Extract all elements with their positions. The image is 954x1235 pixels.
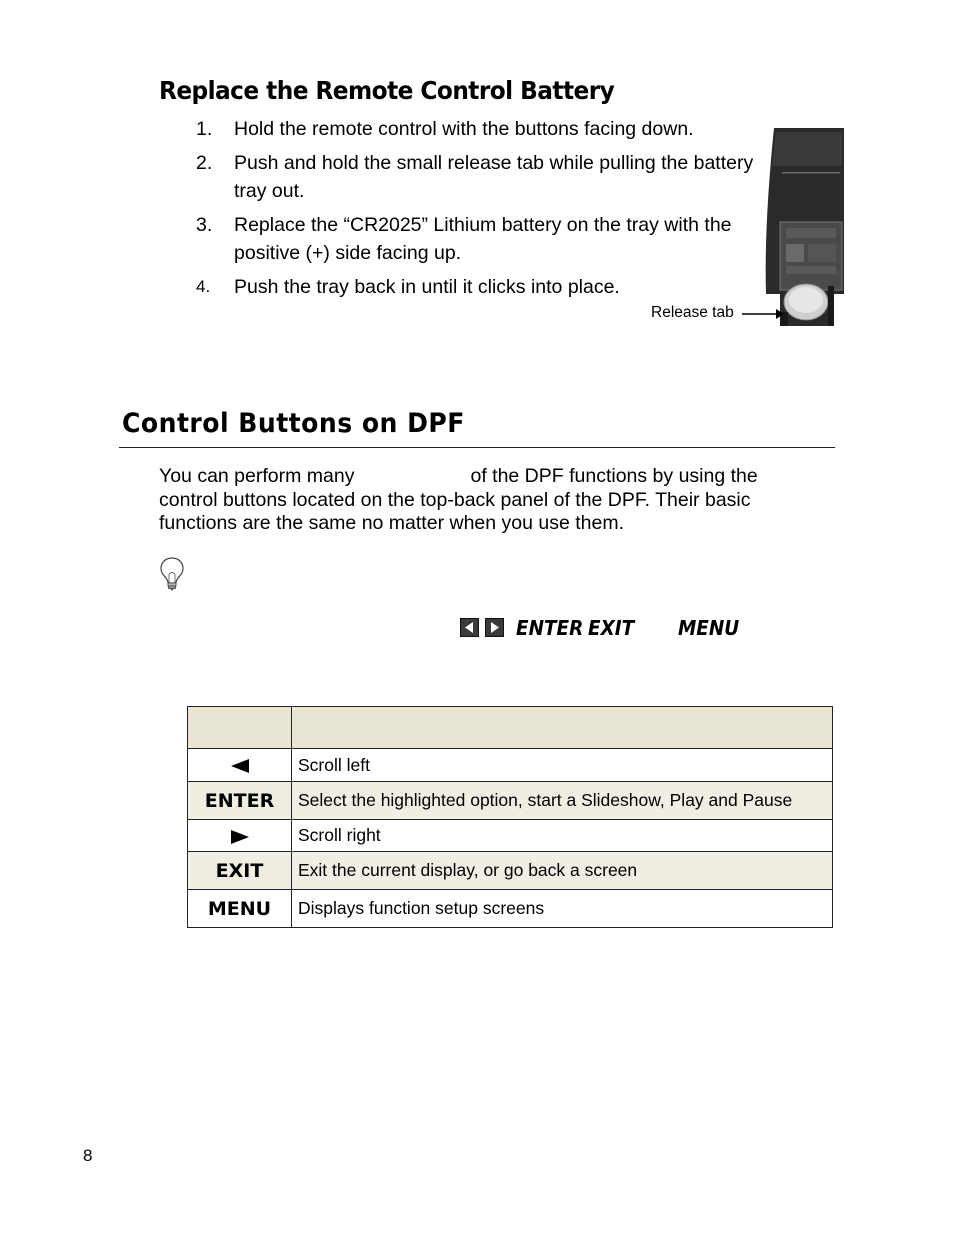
battery-step [196,149,756,205]
table-row [188,890,833,928]
step-number: 4. [196,277,211,296]
table-row [188,820,833,852]
step-number: 2. [196,152,213,174]
step-text: Replace the “CR2025” Lithium battery on the tray with the positive (+) side facing up. [234,214,732,264]
table-header-row [188,707,833,749]
battery-step [196,115,756,143]
release-tab-arrow-icon [742,308,784,320]
menu-key-label: MENU [678,616,740,640]
step-text: Hold the remote control with the buttons facing down. [234,118,694,140]
battery-step [196,211,756,267]
step-text: Push the tray back in until it clicks into place. [234,276,620,298]
lightbulb-tip-icon [159,556,185,592]
step-text: Push and hold the small release tab while pulling the battery tray out. [234,152,754,202]
function-cell: Scroll right [292,820,833,852]
table-header-function [292,707,833,749]
key-cell: EXIT [188,852,292,890]
step-number: 1. [196,118,213,140]
key-cell: ENTER [188,782,292,820]
control-keys-line [460,618,745,644]
right-triangle-icon [230,829,250,845]
table-row [188,852,833,890]
enter-key-label: ENTER [516,616,584,640]
key-cell: MENU [188,890,292,928]
left-triangle-icon [230,758,250,774]
intro-text-part2: of the DPF functions by using the control buttons located on the top-back panel of the DPF. Their basic functions are the same no matter when you use them. [159,465,758,534]
key-cell [188,820,292,852]
table-header-key [188,707,292,749]
intro-text-part1: You can perform many [159,465,355,487]
left-key-icon [460,618,479,637]
controls-section-title: Control Buttons on DPF [122,408,465,439]
remote-control-image [762,126,844,326]
controls-intro-paragraph [159,465,819,536]
function-cell: Displays function setup screens [292,890,833,928]
key-cell [188,749,292,782]
table-row [188,749,833,782]
battery-steps-list [196,115,756,307]
page-number: 8 [83,1146,93,1165]
function-cell: Scroll left [292,749,833,782]
control-buttons-table [187,706,833,928]
function-cell: Select the highlighted option, start a Slideshow, Play and Pause [292,782,833,820]
section-divider [119,447,835,448]
step-number: 3. [196,214,213,236]
function-cell: Exit the current display, or go back a screen [292,852,833,890]
battery-step [196,273,756,301]
table-row [188,782,833,820]
exit-key-label: EXIT [588,616,635,640]
release-tab-label: Release tab [651,304,734,321]
right-key-icon [485,618,504,637]
battery-section-title: Replace the Remote Control Battery [159,76,615,105]
